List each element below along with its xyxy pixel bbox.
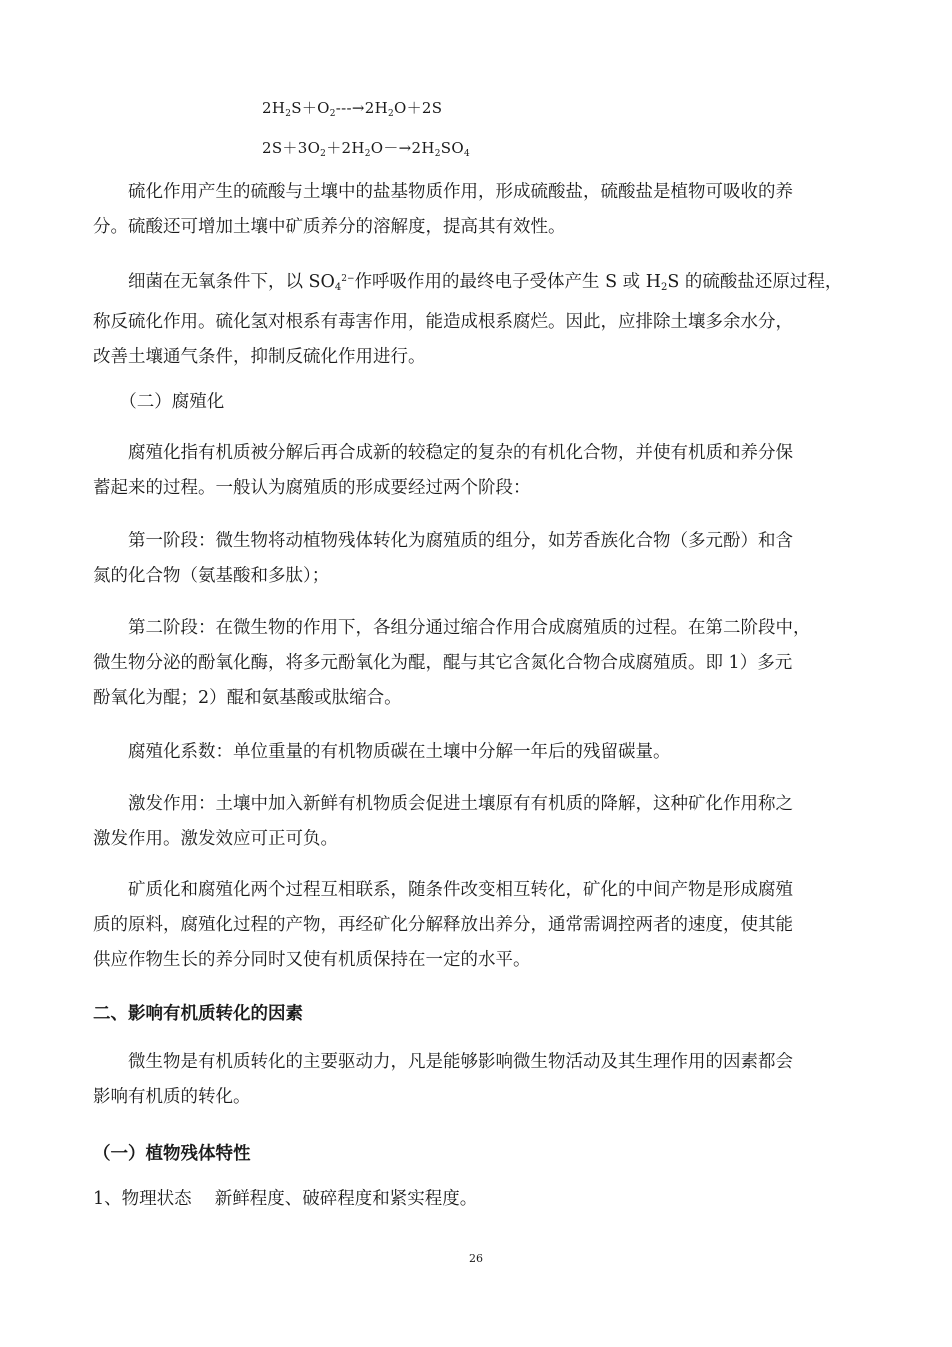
subheading-humification: （二）腐殖化 — [93, 392, 225, 412]
list-item-physical-state: 1、物理状态 新鲜程度、破碎程度和紧实程度。 — [93, 1189, 478, 1209]
paragraph-sulfuric-acid: 硫化作用产生的硫酸与土壤中的盐基物质作用，形成硫酸盐，硫酸盐是植物可吸收的养 分。硫酸还可增加土壤中矿质养分的溶解度，提高其有效性。 — [93, 182, 793, 237]
paragraph-desulfurization: 细菌在无氧条件下，以 $SO_4^{2-}$作呼吸作用的最终电子受体产生 S 或 $H_2S$ 的硫酸盐还原过程， 称反硫化作用。硫化氢对根系有毒害作用，能造成根系腐烂。因此，应排除土壤多余水分， 改善土壤通气条件，抑制反硫化作用进行。 — [93, 272, 843, 367]
equation-sulfur-oxidation: $2S+3O_2+2H_2O-\to 2H_2SO_4$ — [262, 139, 471, 159]
subsection-heading-residue-properties: （一）植物残体特性 — [93, 1144, 251, 1164]
paragraph-microbe-driver: 微生物是有机质转化的主要驱动力，凡是能够影响微生物活动及其生理作用的因素都会 影响有机质的转化。 — [93, 1052, 793, 1107]
equation-h2s-oxidation: $2H_2S+O_2---\to 2H_2O+2S$ — [262, 99, 443, 119]
paragraph-stage-one: 第一阶段：微生物将动植物残体转化为腐殖质的组分，如芳香族化合物（多元酚）和含 氮的化合物（氨基酸和多肽）； — [93, 531, 793, 586]
paragraph-humification-definition: 腐殖化指有机质被分解后再合成新的较稳定的复杂的有机化合物，并使有机质和养分保 蓄起来的过程。一般认为腐殖质的形成要经过两个阶段： — [93, 443, 793, 498]
paragraph-priming-effect: 激发作用：土壤中加入新鲜有机物质会促进土壤原有有机质的降解，这种矿化作用称之 激发作用。激发效应可正可负。 — [93, 794, 793, 849]
page-number: 26 — [469, 1252, 483, 1265]
paragraph-humification-coefficient: 腐殖化系数：单位重量的有机物质碳在土壤中分解一年后的残留碳量。 — [93, 742, 671, 762]
section-heading-factors: 二、影响有机质转化的因素 — [93, 1004, 303, 1024]
paragraph-stage-two: 第二阶段：在微生物的作用下，各组分通过缩合作用合成腐殖质的过程。在第二阶段中， 微生物分泌的酚氧化酶，将多元酚氧化为醌，醌与其它含氮化合物合成腐殖质。即 1）多元 酚氧化为醌；2）醌和氨基酸或肽缩合。 — [93, 618, 811, 708]
paragraph-mineralization-humification: 矿质化和腐殖化两个过程互相联系，随条件改变相互转化，矿化的中间产物是形成腐殖 质的原料，腐殖化过程的产物，再经矿化分解释放出养分，通常需调控两者的速度，使其能 供应作物生长的养分同时又使有机质保持在一定的水平。 — [93, 880, 793, 970]
